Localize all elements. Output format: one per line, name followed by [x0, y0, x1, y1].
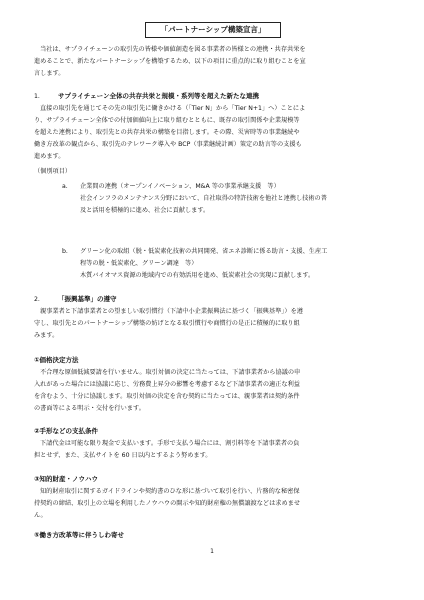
subsection-line: ん。 — [34, 512, 47, 519]
document-title: 「パートナーシップ構築宣言」 — [145, 22, 281, 38]
item-a-line: 及と活用を積極的に進め、社会に貢献します。 — [80, 207, 210, 214]
section-2-heading: 「振興基準」の遵守 — [58, 295, 117, 303]
item-b-mark: b. — [62, 248, 68, 255]
subsection-line: 不合理な原価低減要請を行いません。取引対価の決定に当たっては、下請事業者から協議の申 — [40, 369, 301, 376]
subsection-line: 下請代金は可能な限り現金で支払います。手形で支払う場合には、割引料等を下請事業者の負 — [40, 440, 300, 447]
subsection-heading: ②手形などの支払条件 — [34, 427, 99, 435]
section-1-number: 1. — [34, 93, 40, 100]
section-2-body-line: 守し、取引先とのパートナーシップ構築の妨げとなる取引慣行や商慣行の是正に積極的に取り組 — [34, 320, 300, 327]
section-2-number: 2. — [34, 296, 40, 303]
subsection-line: 担とせず、また、支払サイトを 60 日以内とするよう努めます。 — [34, 452, 212, 459]
subsection-line: を含むよう、十分に協議します。取引対価の決定を含む契約に当たっては、親事業者は契約条件 — [34, 393, 300, 400]
subsection-line: 持契約の締結、取引上の立場を利用したノウハウの開示や知的財産権の無償譲渡などは求めませ — [34, 500, 301, 507]
section-1-body-line: を超えた連携により、取引先との共存共栄の構築を目指します。その際、災害時等の事業継続や — [34, 129, 300, 136]
item-a-line: 企業間の連携（オープンイノベーション、M&A 等の事業承継支援 等） — [80, 183, 280, 190]
section-1-heading: サプライチェーン全体の共存共栄と規模・系列等を超えた新たな連携 — [58, 92, 259, 100]
item-b-line: 木質バイオマス資源の地域内での有効活用を進め、低炭素社会の実現に貢献します。 — [80, 272, 315, 279]
subsection-heading: ③知的財産・ノウハウ — [34, 475, 99, 483]
intro-line: 当社は、サプライチェーンの取引先の皆様や価値創造を図る事業者の皆様との連携・共存共栄を — [40, 46, 306, 53]
subsection-line: 入れがあった場合には協議に応じ、労務費上昇分の影響を考慮するなど下請事業者の適正な利益 — [34, 381, 300, 388]
intro-line: 進めることで、新たなパートナーシップを構築するため、以下の項目に重点的に取り組むことを宣 — [34, 58, 306, 65]
items-label: （個別項目） — [34, 168, 72, 175]
item-a-mark: a. — [62, 183, 68, 190]
item-a-line: 社会インフラのメンテナンス分野において、自社取得の特許技術を他社と連携し技術の普 — [80, 195, 327, 202]
section-2-body-line: みます。 — [34, 332, 59, 339]
item-b-line: 程等の脱・低炭素化、グリーン調達 等） — [80, 260, 198, 267]
subsection-line: の書面等による明示・交付を行います。 — [34, 405, 145, 412]
subsection-heading: ⑤働き方改革等に伴うしわ寄せ — [34, 531, 125, 539]
intro-line: 言します。 — [34, 70, 65, 77]
item-b-line: グリーン化の取組（脱・低炭素化技術の共同開発、省エネ診断に係る助言・支援、生産工 — [80, 248, 328, 255]
section-1-body-line: 直接の取引先を通じてその先の取引先に働きかける（「Tier N」から「Tier N+1」へ）ことによ — [40, 105, 306, 112]
section-1-body-line: 働き方改革の観点から、取引先のテレワーク導入や BCP（事業継続計画）策定の助言等の支援も — [34, 141, 302, 148]
section-1-body-line: り、サプライチェーン全体での付加価値向上に取り組むとともに、既存の取引関係や企業規模等 — [34, 117, 300, 124]
section-2-body-line: 親事業者と下請事業者との望ましい取引慣行（下請中小企業振興法に基づく「振興基準」）を遵 — [40, 308, 303, 315]
subsection-line: 知的財産取引に関するガイドラインや契約書のひな形に基づいて取引を行い、片務的な秘密保 — [40, 488, 300, 495]
page-number: 1 — [210, 548, 214, 555]
subsection-heading: ①価格決定方法 — [34, 356, 79, 364]
section-1-body-line: 進めます。 — [34, 153, 65, 160]
